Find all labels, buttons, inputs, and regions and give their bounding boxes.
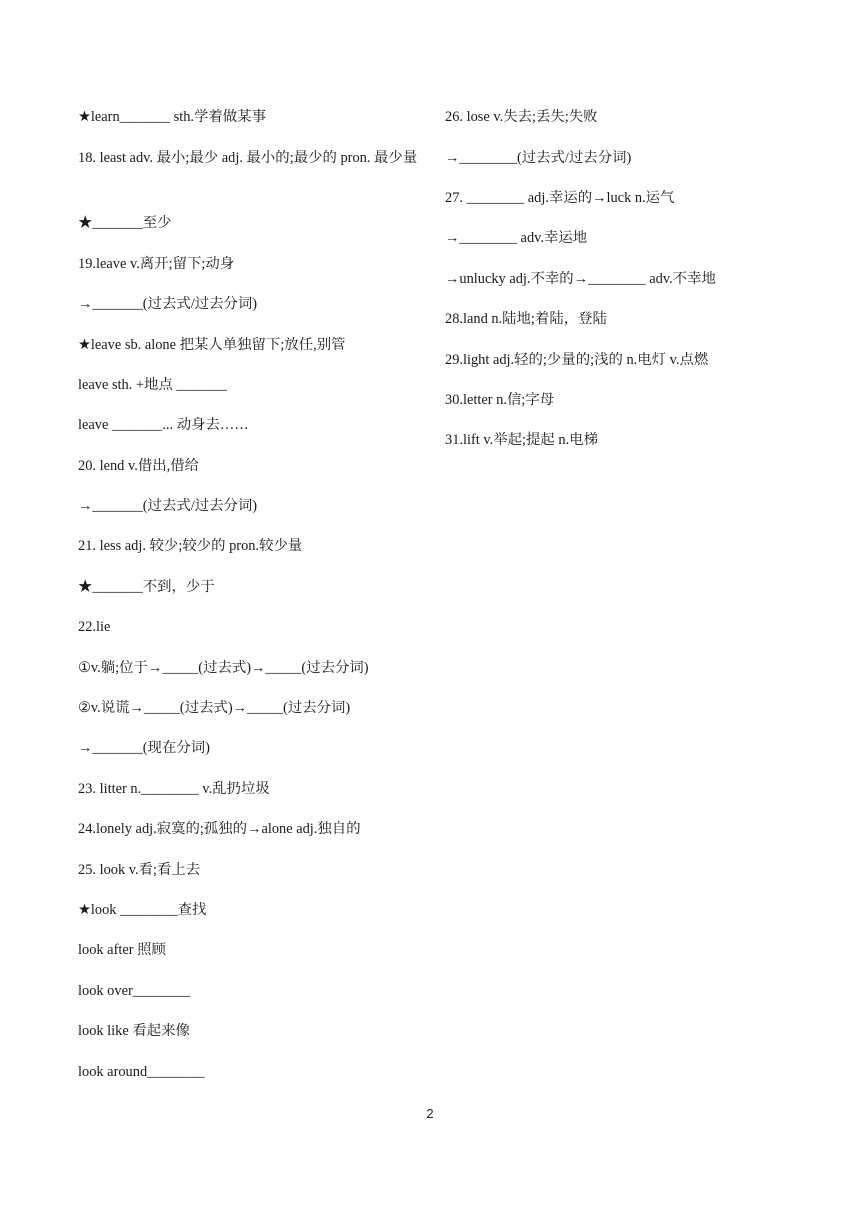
text-line: leave _______... 动身去……	[78, 417, 249, 433]
text-line: 23. litter n.________ v.乱扔垃圾	[78, 781, 270, 797]
text-line: ★learn_______ sth.学着做某事	[78, 109, 266, 125]
text-line: ★_______不到，少于	[78, 579, 215, 595]
text-line: ①v.躺;位于→_____(过去式)→_____(过去分词)	[78, 660, 369, 676]
text-line: ②v.说谎→_____(过去式)→_____(过去分词)	[78, 700, 351, 716]
text-line: 29.light adj.轻的;少量的;浅的 n.电灯 v.点燃	[445, 352, 709, 368]
text-line: →________ adv.幸运地	[445, 230, 588, 246]
text-line: leave sth. +地点 _______	[78, 377, 227, 393]
text-line: 31.lift v.举起;提起 n.电梯	[445, 432, 598, 448]
text-line: 19.leave v.离开;留下;动身	[78, 256, 235, 272]
text-line: look over________	[78, 983, 191, 999]
text-line: look like 看起来像	[78, 1023, 190, 1039]
text-line: →________(过去式/过去分词)	[445, 150, 632, 166]
text-line: →_______(过去式/过去分词)	[78, 296, 258, 312]
text-line: 22.lie	[78, 619, 111, 635]
text-line: 24.lonely adj.寂寞的;孤独的→alone adj.独自的	[78, 821, 361, 837]
text-line: 20. lend v.借出,借给	[78, 458, 199, 474]
page-number: 2	[426, 1106, 434, 1121]
text-line: →_______(现在分词)	[78, 740, 210, 756]
text-line: ★look ________查找	[78, 902, 207, 918]
text-line: 26. lose v.失去;丢失;失败	[445, 109, 598, 125]
text-line: ★_______至少	[78, 215, 172, 231]
text-line: 28.land n.陆地;着陆，登陆	[445, 311, 607, 327]
text-line: →_______(过去式/过去分词)	[78, 498, 258, 514]
text-line: 18. least adv. 最小;最少 adj. 最小的;最少的 pron. 最少量	[78, 150, 418, 166]
text-line: look around________	[78, 1064, 205, 1080]
text-line: →unlucky adj.不幸的→________ adv.不幸地	[445, 271, 716, 287]
text-line: 21. less adj. 较少;较少的 pron.较少量	[78, 538, 303, 554]
text-line: look after 照顾	[78, 942, 166, 958]
text-line: 27. ________ adj.幸运的→luck n.运气	[445, 190, 675, 206]
text-line: 30.letter n.信;字母	[445, 392, 555, 408]
text-line: ★leave sb. alone 把某人单独留下;放任,别管	[78, 337, 346, 353]
text-line: 25. look v.看;看上去	[78, 862, 201, 878]
